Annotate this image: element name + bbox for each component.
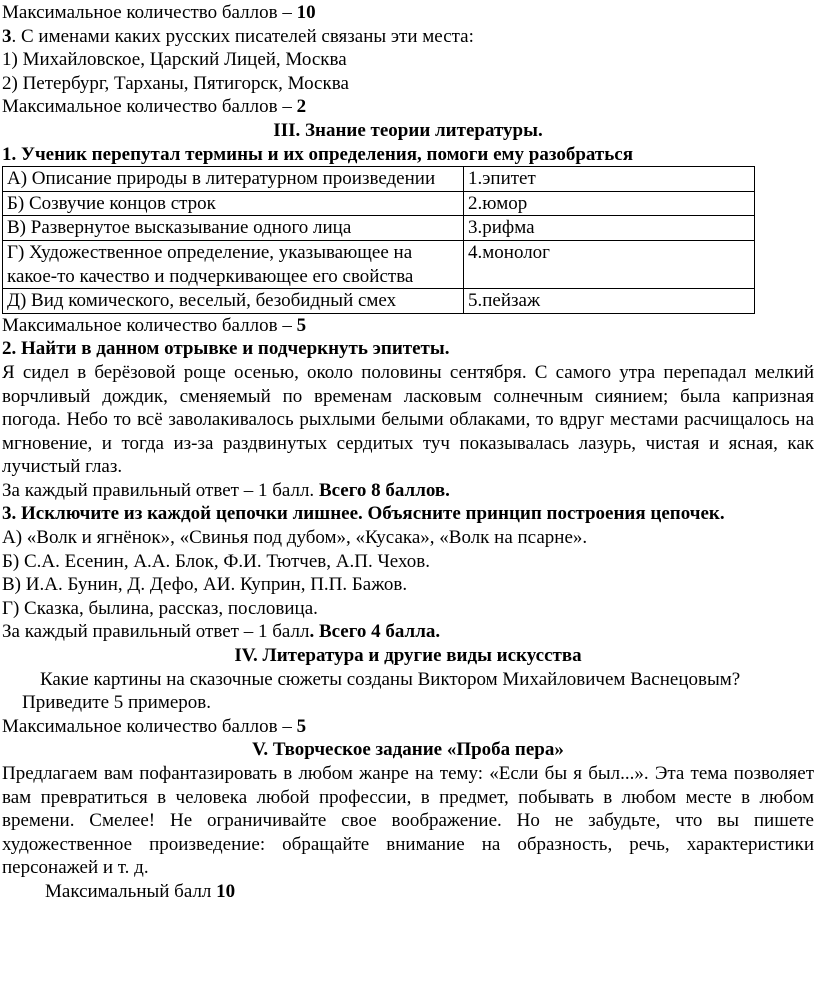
table-row [3,167,755,192]
max-score-line: Максимальный балл 10 [45,880,236,902]
section-5-text: Предлагаем вам пофантазировать в любом жанре на тему: «Если бы я был...». Эта тема позволяет вам превратиться в человека любой профессии, в предмет, побывать в любом месте в любом времени. Смелее! Не ограничивайте свое воображение. Но не забудьте, что вы пишете художественное произведение: обращайте внимание на образность, речь, характеристики персонажей и т. д. [2,763,814,879]
task-3-heading: 3. Исключите из каждой цепочки лишнее. Объясните принцип построения цепочек. [2,503,725,525]
max-score-line: Максимальное количество баллов – 10 [2,2,316,23]
section-4-question: Какие картины на сказочные сюжеты созданы Виктором Михайловичем Васнецовым? [40,668,741,690]
table-row [3,289,755,314]
question-3: 3. С именами каких русских писателей связаны эти места: [2,25,474,47]
table-row [3,240,755,288]
score-line: За каждый правильный ответ – 1 балл. Всего 8 баллов. [2,479,450,501]
section-3-title: III. Знание теории литературы. [273,119,543,141]
chain-item: Г) Сказка, былина, рассказ, пословица. [2,597,318,619]
term-cell: 1.эпитет [464,167,755,192]
section-5-title: V. Творческое задание «Проба пера» [252,739,564,761]
chain-item: В) И.А. Бунин, Д. Дефо, АИ. Куприн, П.П. Бажов. [2,574,408,596]
section-4-question-cont: Приведите 5 примеров. [22,692,212,714]
section-4-title: IV. Литература и другие виды искусства [234,645,582,667]
definition-cell: Г) Художественное определение, указывающее на какое-то качество и подчеркивающее его свойства [3,240,464,288]
table-row [3,216,755,241]
definition-cell: А) Описание природы в литературном произведении [3,167,464,192]
max-score-line: Максимальное количество баллов – 2 [2,96,307,118]
task-1-heading: 1. Ученик перепутал термины и их определения, помоги ему разобраться [2,143,634,165]
chain-item: А) «Волк и ягнёнок», «Свинья под дубом», «Кусака», «Волк на псарне». [2,527,588,549]
definition-cell: Б) Созвучие концов строк [3,191,464,216]
chain-item: Б) С.А. Есенин, А.А. Блок, Ф.И. Тютчев, А.П. Чехов. [2,550,430,572]
passage-text: Я сидел в берёзовой роще осенью, около половины сентября. С самого утра перепадал мелкий ворчливый дождик, сменяемый по временам ласковым солнечным сиянием; была капризная погода. Небо то всё заволакивалось рыхлыми белыми облаками, то вдруг местами расчищалось на мгновение, и тогда из-за раздвинутых сердитых туч показывалась лазурь, чистая и ясная, как лучистый глаз. [2,361,814,478]
score-line: За каждый правильный ответ – 1 балл. Всего 4 балла. [2,621,441,643]
definition-cell: Д) Вид комического, веселый, безобидный смех [3,289,464,314]
terms-table [2,166,755,314]
question-3-item-1: 1) Михайловское, Царский Лицей, Москва [2,49,347,71]
document-page [2,1,814,904]
max-score-line: Максимальное количество баллов – 5 [2,314,307,336]
table-row [3,191,755,216]
term-cell: 3.рифма [464,216,755,241]
task-2-heading: 2. Найти в данном отрывке и подчеркнуть эпитеты. [2,338,450,360]
term-cell: 4.монолог [464,240,755,288]
term-cell: 2.юмор [464,191,755,216]
max-score-line: Максимальное количество баллов – 5 [2,715,307,737]
question-3-item-2: 2) Петербург, Тарханы, Пятигорск, Москва [2,72,349,94]
term-cell: 5.пейзаж [464,289,755,314]
definition-cell: В) Развернутое высказывание одного лица [3,216,464,241]
